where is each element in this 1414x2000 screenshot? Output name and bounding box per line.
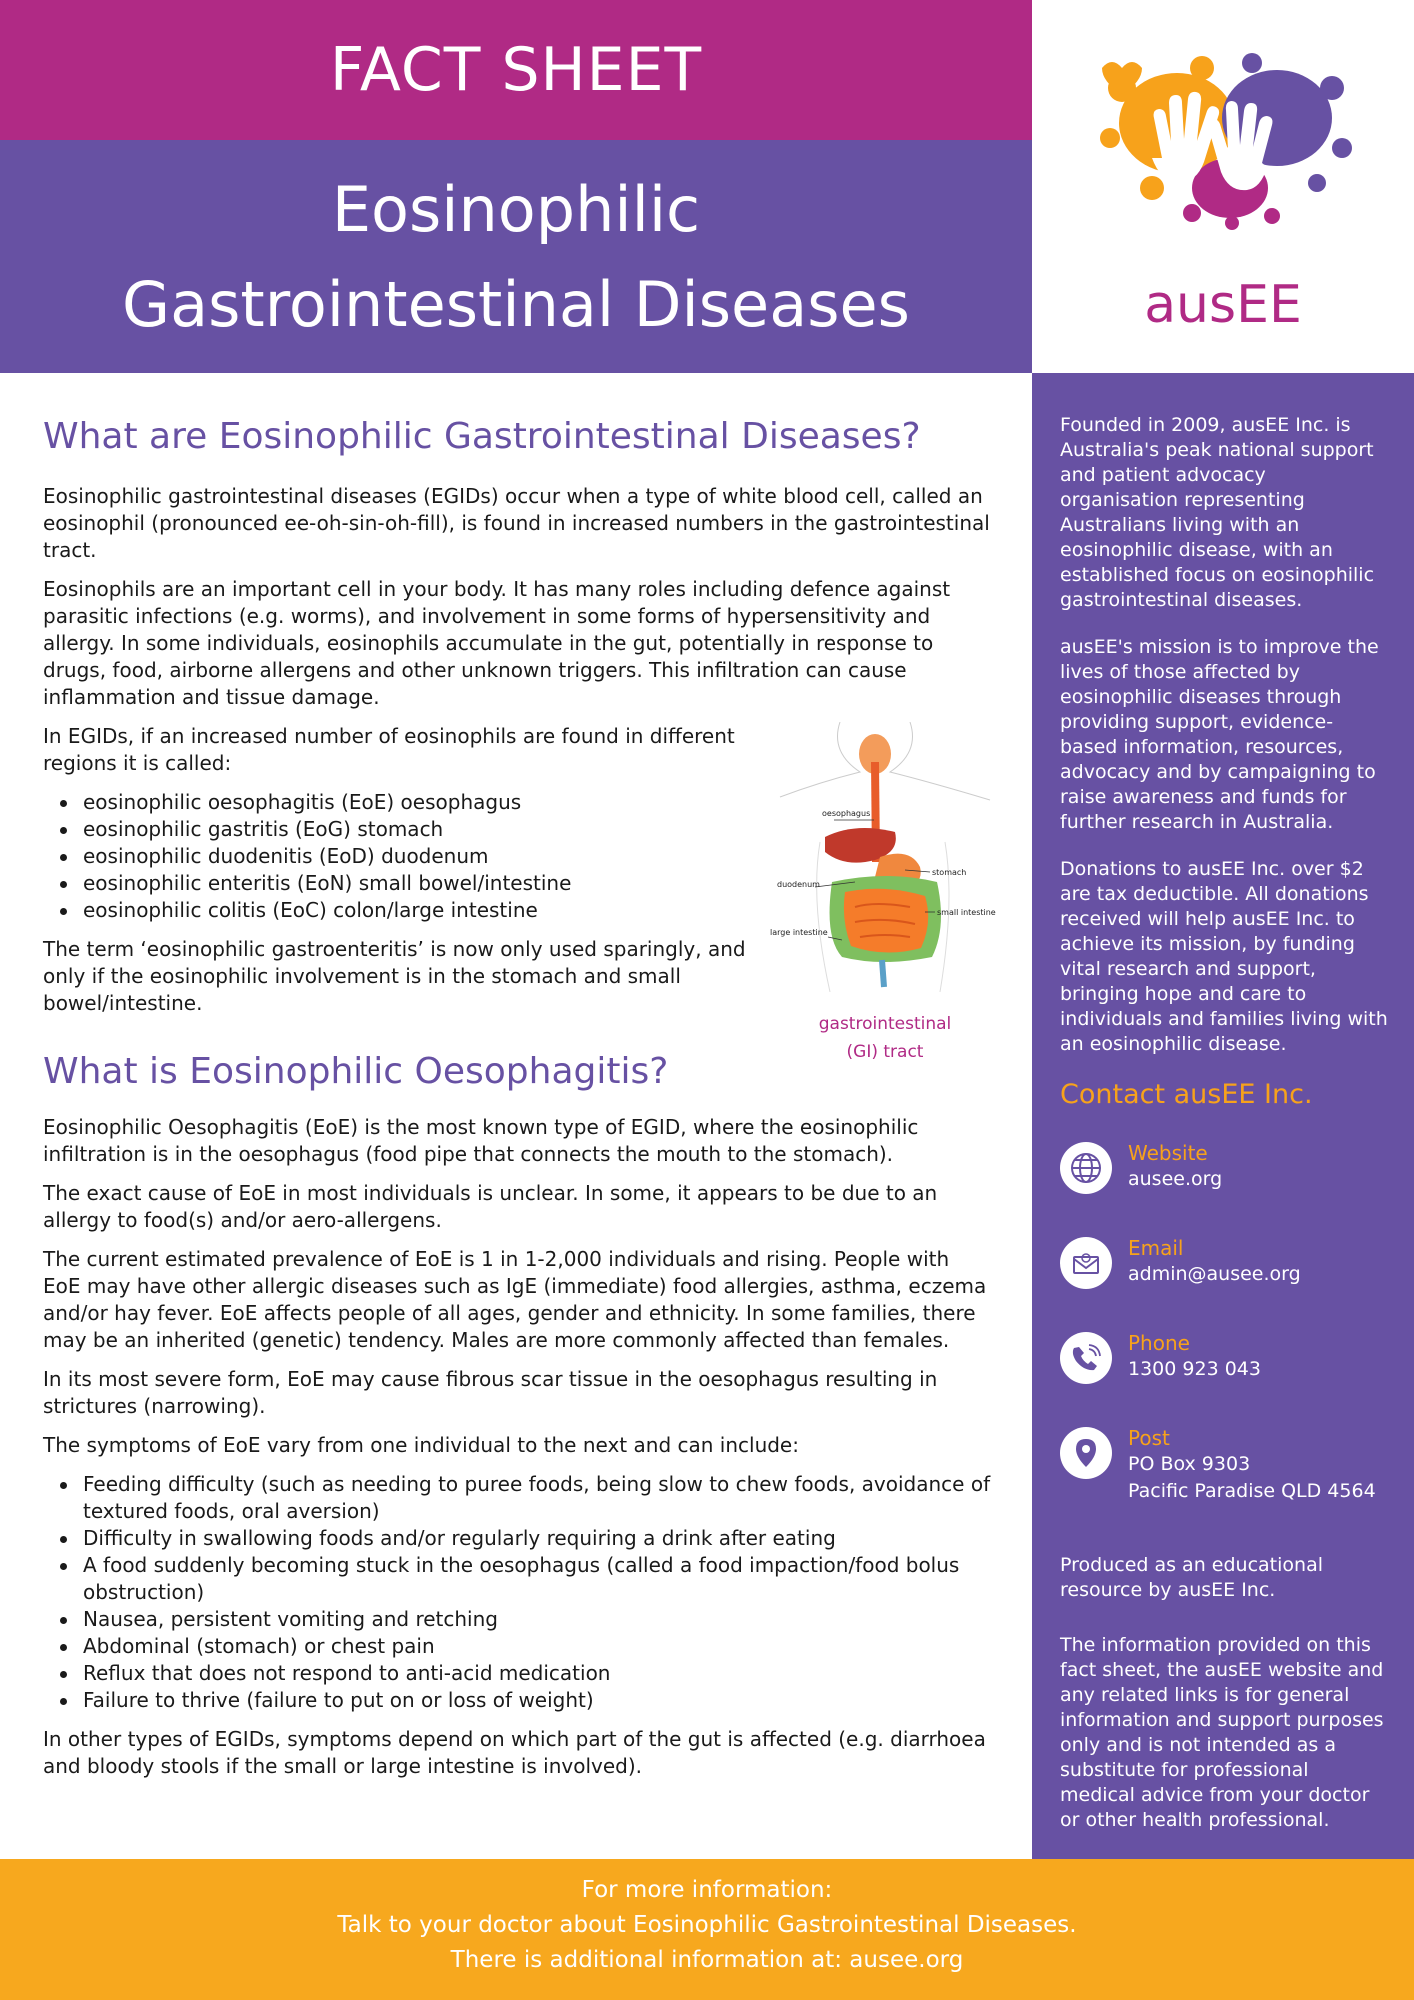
label-stomach: stomach	[932, 868, 967, 877]
section2-paragraph-3: The current estimated prevalence of EoE is 1 in 1-2,000 individuals and rising. People with EoE may have other allergic diseases such as IgE (immediate) food allergies, asthma, eczema and/or hay fever. EoE affects people of all ages, gender and ethnicity. In some families, there may be an inherited (genetic) tendency. Males are more commonly affected than females.	[43, 1247, 987, 1352]
email-label: Email	[1128, 1236, 1184, 1260]
logo-wordmark: ausEE	[1144, 275, 1302, 335]
fact-sheet-banner	[0, 0, 1032, 140]
about-paragraph-3: Donations to ausEE Inc. over $2 are tax deductible. All donations received will help ausEE Inc. to achieve its mission, by funding vital research and support, bringing hope and care to individuals and families living with an eosinophilic disease.	[1060, 858, 1388, 1055]
phone-label: Phone	[1128, 1331, 1190, 1355]
email-link[interactable]: admin@ausee.org	[1128, 1263, 1301, 1285]
label-duodenum: duodenum	[777, 880, 820, 889]
footer-line2: Talk to your doctor about Eosinophilic Gastrointestinal Diseases.	[337, 1912, 1077, 1938]
label-large-intestine: large intestine	[770, 928, 828, 937]
list-item: eosinophilic duodenitis (EoD) duodenum	[43, 843, 993, 870]
about-paragraph-1: Founded in 2009, ausEE Inc. is Australia's peak national support and patient advocacy organisation representing Australians living with an eosinophilic disease, with an established focus on eosinophilic gastrointestinal diseases.	[1060, 414, 1375, 611]
post-label: Post	[1128, 1426, 1170, 1450]
page-title-line2: Gastrointestinal Diseases	[122, 267, 910, 341]
phone-icon	[1060, 1332, 1112, 1384]
list-item: eosinophilic enteritis (EoN) small bowel/intestine	[43, 870, 993, 897]
gi-tract-illustration	[770, 722, 1000, 992]
gi-figure-caption	[770, 1010, 1000, 1066]
caption-line2: (GI) tract	[846, 1042, 924, 1062]
contact-heading: Contact ausEE Inc.	[1060, 1079, 1313, 1110]
post-address-line2: Pacific Paradise QLD 4564	[1128, 1480, 1376, 1502]
list-item: A food suddenly becoming stuck in the oesophagus (called a food impaction/food bolus obstruction)	[43, 1552, 993, 1606]
list-item: Abdominal (stomach) or chest pain	[43, 1633, 993, 1660]
about-paragraph-2: ausEE's mission is to improve the lives of those affected by eosinophilic diseases through providing support, evidence-based information, resources, advocacy and by campaigning to raise awareness and funds for further research in Australia.	[1060, 636, 1379, 833]
symptoms-list	[43, 1471, 993, 1714]
logo-area	[1032, 0, 1414, 373]
section2-paragraph-5: The symptoms of EoE vary from one individual to the next and can include:	[43, 1433, 799, 1457]
list-item: Failure to thrive (failure to put on or loss of weight)	[43, 1687, 993, 1714]
produced-note: Produced as an educational resource by ausEE Inc.	[1060, 1554, 1323, 1601]
ausee-logo-icon	[1092, 48, 1354, 230]
footer-line3: There is additional information at: ausee.org	[450, 1947, 964, 1973]
section1-heading: What are Eosinophilic Gastrointestinal Diseases?	[43, 416, 921, 457]
section2-paragraph-1: Eosinophilic Oesophagitis (EoE) is the most known type of EGID, where the eosinophilic infiltration is in the oesophagus (food pipe that connects the mouth to the stomach).	[43, 1115, 919, 1166]
list-item: eosinophilic oesophagitis (EoE) oesophagus	[43, 789, 993, 816]
label-small-intestine: small intestine	[937, 908, 996, 917]
list-item: Reflux that does not respond to anti-acid medication	[43, 1660, 993, 1687]
fact-sheet-label: FACT SHEET	[329, 35, 703, 105]
list-item: Nausea, persistent vomiting and retching	[43, 1606, 993, 1633]
section1-paragraph-2: Eosinophils are an important cell in your body. It has many roles including defence against parasitic infections (e.g. worms), and involvement in some forms of hypersensitivity and allergy. In some individuals, eosinophils accumulate in the gut, potentially in response to drugs, food, airborne allergens and other unknown triggers. This infiltration can cause inflammation and tissue damage.	[43, 577, 951, 709]
footer	[0, 1859, 1414, 2000]
phone-number[interactable]: 1300 923 043	[1128, 1358, 1261, 1380]
caption-line1: gastrointestinal	[818, 1014, 952, 1034]
contact-phone	[1060, 1330, 1388, 1425]
list-item: eosinophilic gastritis (EoG) stomach	[43, 816, 993, 843]
section1-paragraph-3: In EGIDs, if an increased number of eosinophils are found in different regions it is called:	[43, 724, 735, 775]
contact-post	[1060, 1425, 1388, 1545]
section2-paragraph-6: In other types of EGIDs, symptoms depend on which part of the gut is affected (e.g. diarrhoea and bloody stools if the small or large intestine is involved).	[43, 1727, 986, 1778]
list-item: eosinophilic colitis (EoC) colon/large intestine	[43, 897, 993, 924]
email-icon	[1060, 1237, 1112, 1289]
location-pin-icon	[1060, 1427, 1112, 1479]
title-banner	[0, 140, 1032, 373]
list-item: Feeding difficulty (such as needing to puree foods, being slow to chew foods, avoidance of textured foods, oral aversion)	[43, 1471, 993, 1525]
contact-website	[1060, 1140, 1388, 1235]
page-title-line1: Eosinophilic	[331, 172, 701, 246]
disclaimer: The information provided on this fact sheet, the ausEE website and any related links is for general information and support purposes only and is not intended as a substitute for professional medical advice from your doctor or other health professional.	[1060, 1634, 1384, 1831]
contact-email	[1060, 1235, 1388, 1330]
website-link[interactable]: ausee.org	[1128, 1168, 1223, 1190]
section2-paragraph-4: In its most severe form, EoE may cause fibrous scar tissue in the oesophagus resulting in strictures (narrowing).	[43, 1367, 938, 1418]
website-label: Website	[1128, 1141, 1208, 1165]
globe-icon	[1060, 1142, 1112, 1194]
section2-paragraph-2: The exact cause of EoE in most individuals is unclear. In some, it appears to be due to an allergy to food(s) and/or aero-allergens.	[43, 1181, 938, 1232]
section1-paragraph-4: The term ‘eosinophilic gastroenteritis’ is now only used sparingly, and only if the eosinophilic involvement is in the stomach and small bowel/intestine.	[43, 937, 746, 1015]
footer-line1: For more information:	[581, 1877, 833, 1903]
section2-heading: What is Eosinophilic Oesophagitis?	[43, 1051, 669, 1092]
label-oesophagus: oesophagus	[822, 809, 871, 818]
main-content	[43, 373, 993, 1792]
list-item: Difficulty in swallowing foods and/or regularly requiring a drink after eating	[43, 1525, 993, 1552]
section1-paragraph-1: Eosinophilic gastrointestinal diseases (EGIDs) occur when a type of white blood cell, called an eosinophil (pronounced ee-oh-sin-oh-fill), is found in increased numbers in the gastrointestinal tract.	[43, 484, 990, 562]
sidebar	[1032, 373, 1414, 1859]
post-address-line1: PO Box 9303	[1128, 1453, 1251, 1475]
